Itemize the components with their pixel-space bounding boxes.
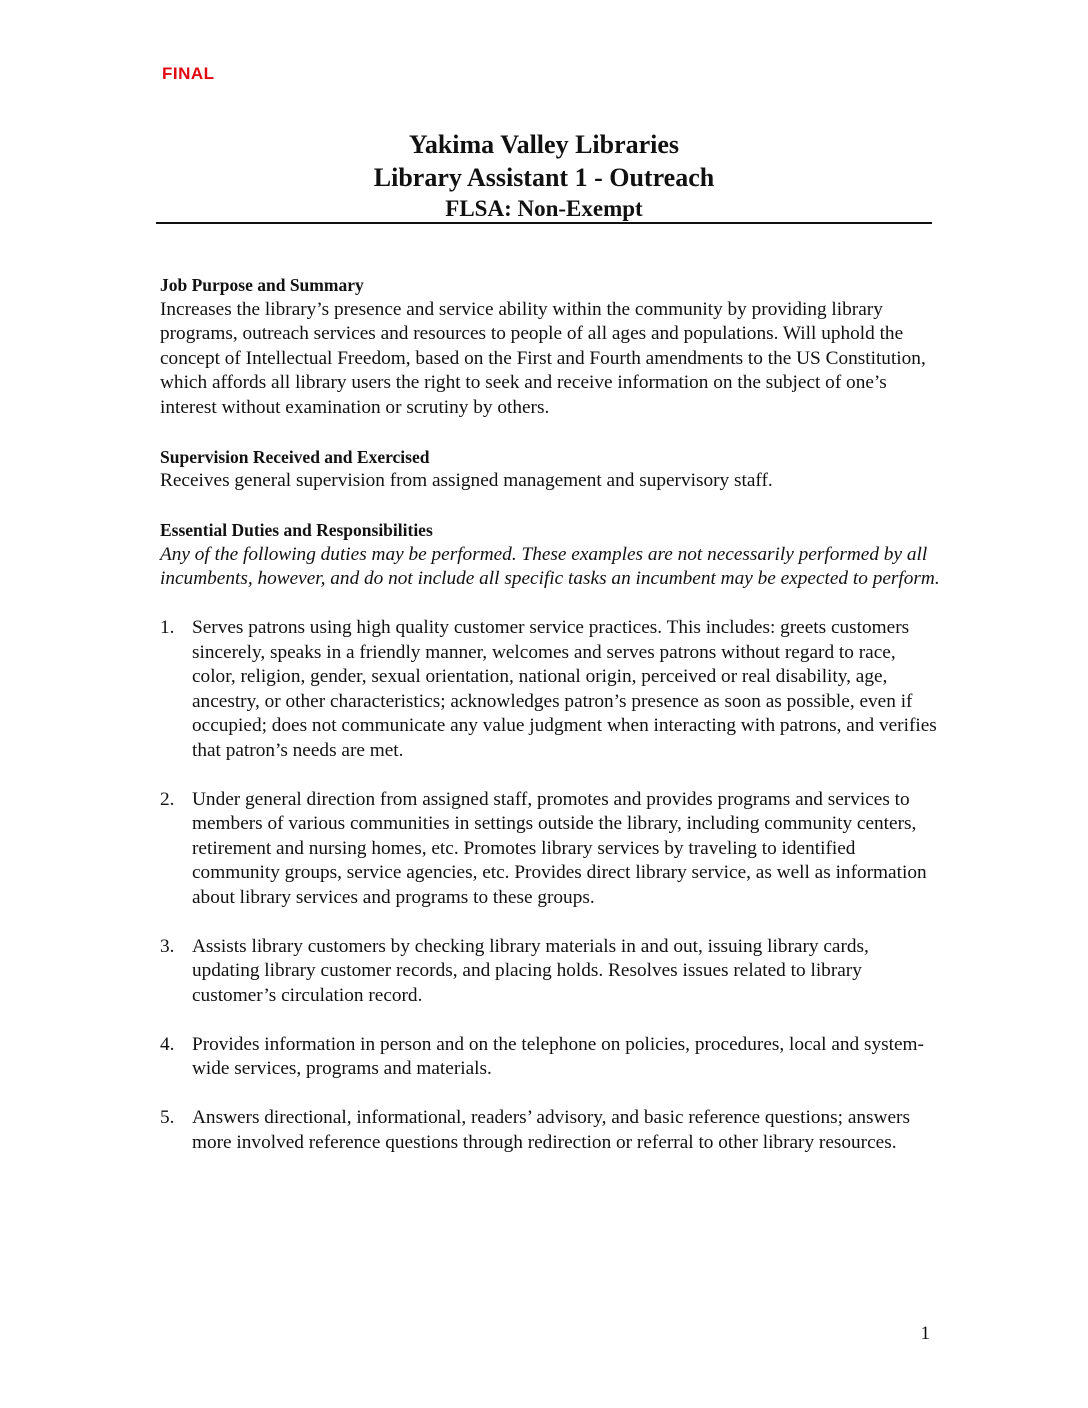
- duty-number: 5.: [160, 1107, 175, 1128]
- duty-item: [160, 1106, 940, 1155]
- flsa-status: FLSA: Non-Exempt: [445, 196, 643, 221]
- duty-text: Serves patrons using high quality customer service practices. This includes: greets customers sincerely, speaks in a friendly manner, welcomes and serves patrons without regard to race, color, religion, gender, sexual orientation, national origin, perceived or real disability, age, ancestry, or other characteristics; acknowledges patron’s presence as soon as possible, even if occupied; does not communicate any value judgment when interacting with patrons, and verifies that patron’s needs are met.: [192, 617, 937, 761]
- document-header: [156, 128, 932, 224]
- supervision-section: [160, 445, 940, 494]
- supervision-heading: Supervision Received and Exercised: [160, 446, 430, 467]
- organization-title: Yakima Valley Libraries: [408, 130, 680, 159]
- duty-number: 3.: [160, 935, 175, 957]
- supervision-text: Receives general supervision from assigned management and supervisory staff.: [160, 470, 773, 491]
- duty-item: [160, 788, 940, 911]
- job-purpose-heading: Job Purpose and Summary: [160, 275, 364, 295]
- duties-section: [160, 518, 940, 1155]
- page-number: 1: [920, 1323, 930, 1344]
- duties-intro: Any of the following duties may be performed. These examples are not necessarily performed by all incumbents, however, and do not include all specific tasks an incumbent may be expected to perform.: [160, 543, 940, 589]
- duty-number: 4.: [160, 1033, 175, 1055]
- job-title: Library Assistant 1 - Outreach: [373, 163, 715, 192]
- duty-item: [160, 616, 940, 763]
- duty-item: [160, 1033, 940, 1082]
- document-body: [160, 273, 940, 1180]
- duty-text: Answers directional, informational, readers’ advisory, and basic reference questions; answers more involved reference questions through redirection or referral to other library resources.: [192, 1107, 910, 1153]
- duty-text: Under general direction from assigned staff, promotes and provides programs and services to members of various communities in settings outside the library, including community centers, retirement and nursing homes, etc. Promotes library services by traveling to identified community groups, service agencies, etc. Provides direct library service, as well as information about library services and programs to these groups.: [192, 788, 927, 908]
- duty-text: Provides information in person and on the telephone on policies, procedures, local and system-wide services, programs and materials.: [192, 1033, 924, 1079]
- job-purpose-text: Increases the library’s presence and service ability within the community by providing library programs, outreach services and resources to people of all ages and populations. Will uphold the concept of Intellectual Freedom, based on the First and Fourth amendments to the US Constitution, which affords all library users the right to seek and receive information on the subject of one’s interest without examination or scrutiny by others.: [160, 298, 926, 418]
- duty-number: 2.: [160, 788, 175, 810]
- duty-text: Assists library customers by checking library materials in and out, issuing library cards, updating library customer records, and placing holds. Resolves issues related to library customer’s circulation record.: [192, 935, 869, 1006]
- duties-heading: Essential Duties and Responsibilities: [160, 520, 433, 540]
- duty-number: 1.: [160, 617, 175, 638]
- header-divider: [156, 222, 932, 224]
- duty-item: [160, 935, 940, 1009]
- final-stamp: FINAL: [162, 64, 215, 83]
- duties-list: [160, 616, 940, 1155]
- job-purpose-section: [160, 273, 940, 420]
